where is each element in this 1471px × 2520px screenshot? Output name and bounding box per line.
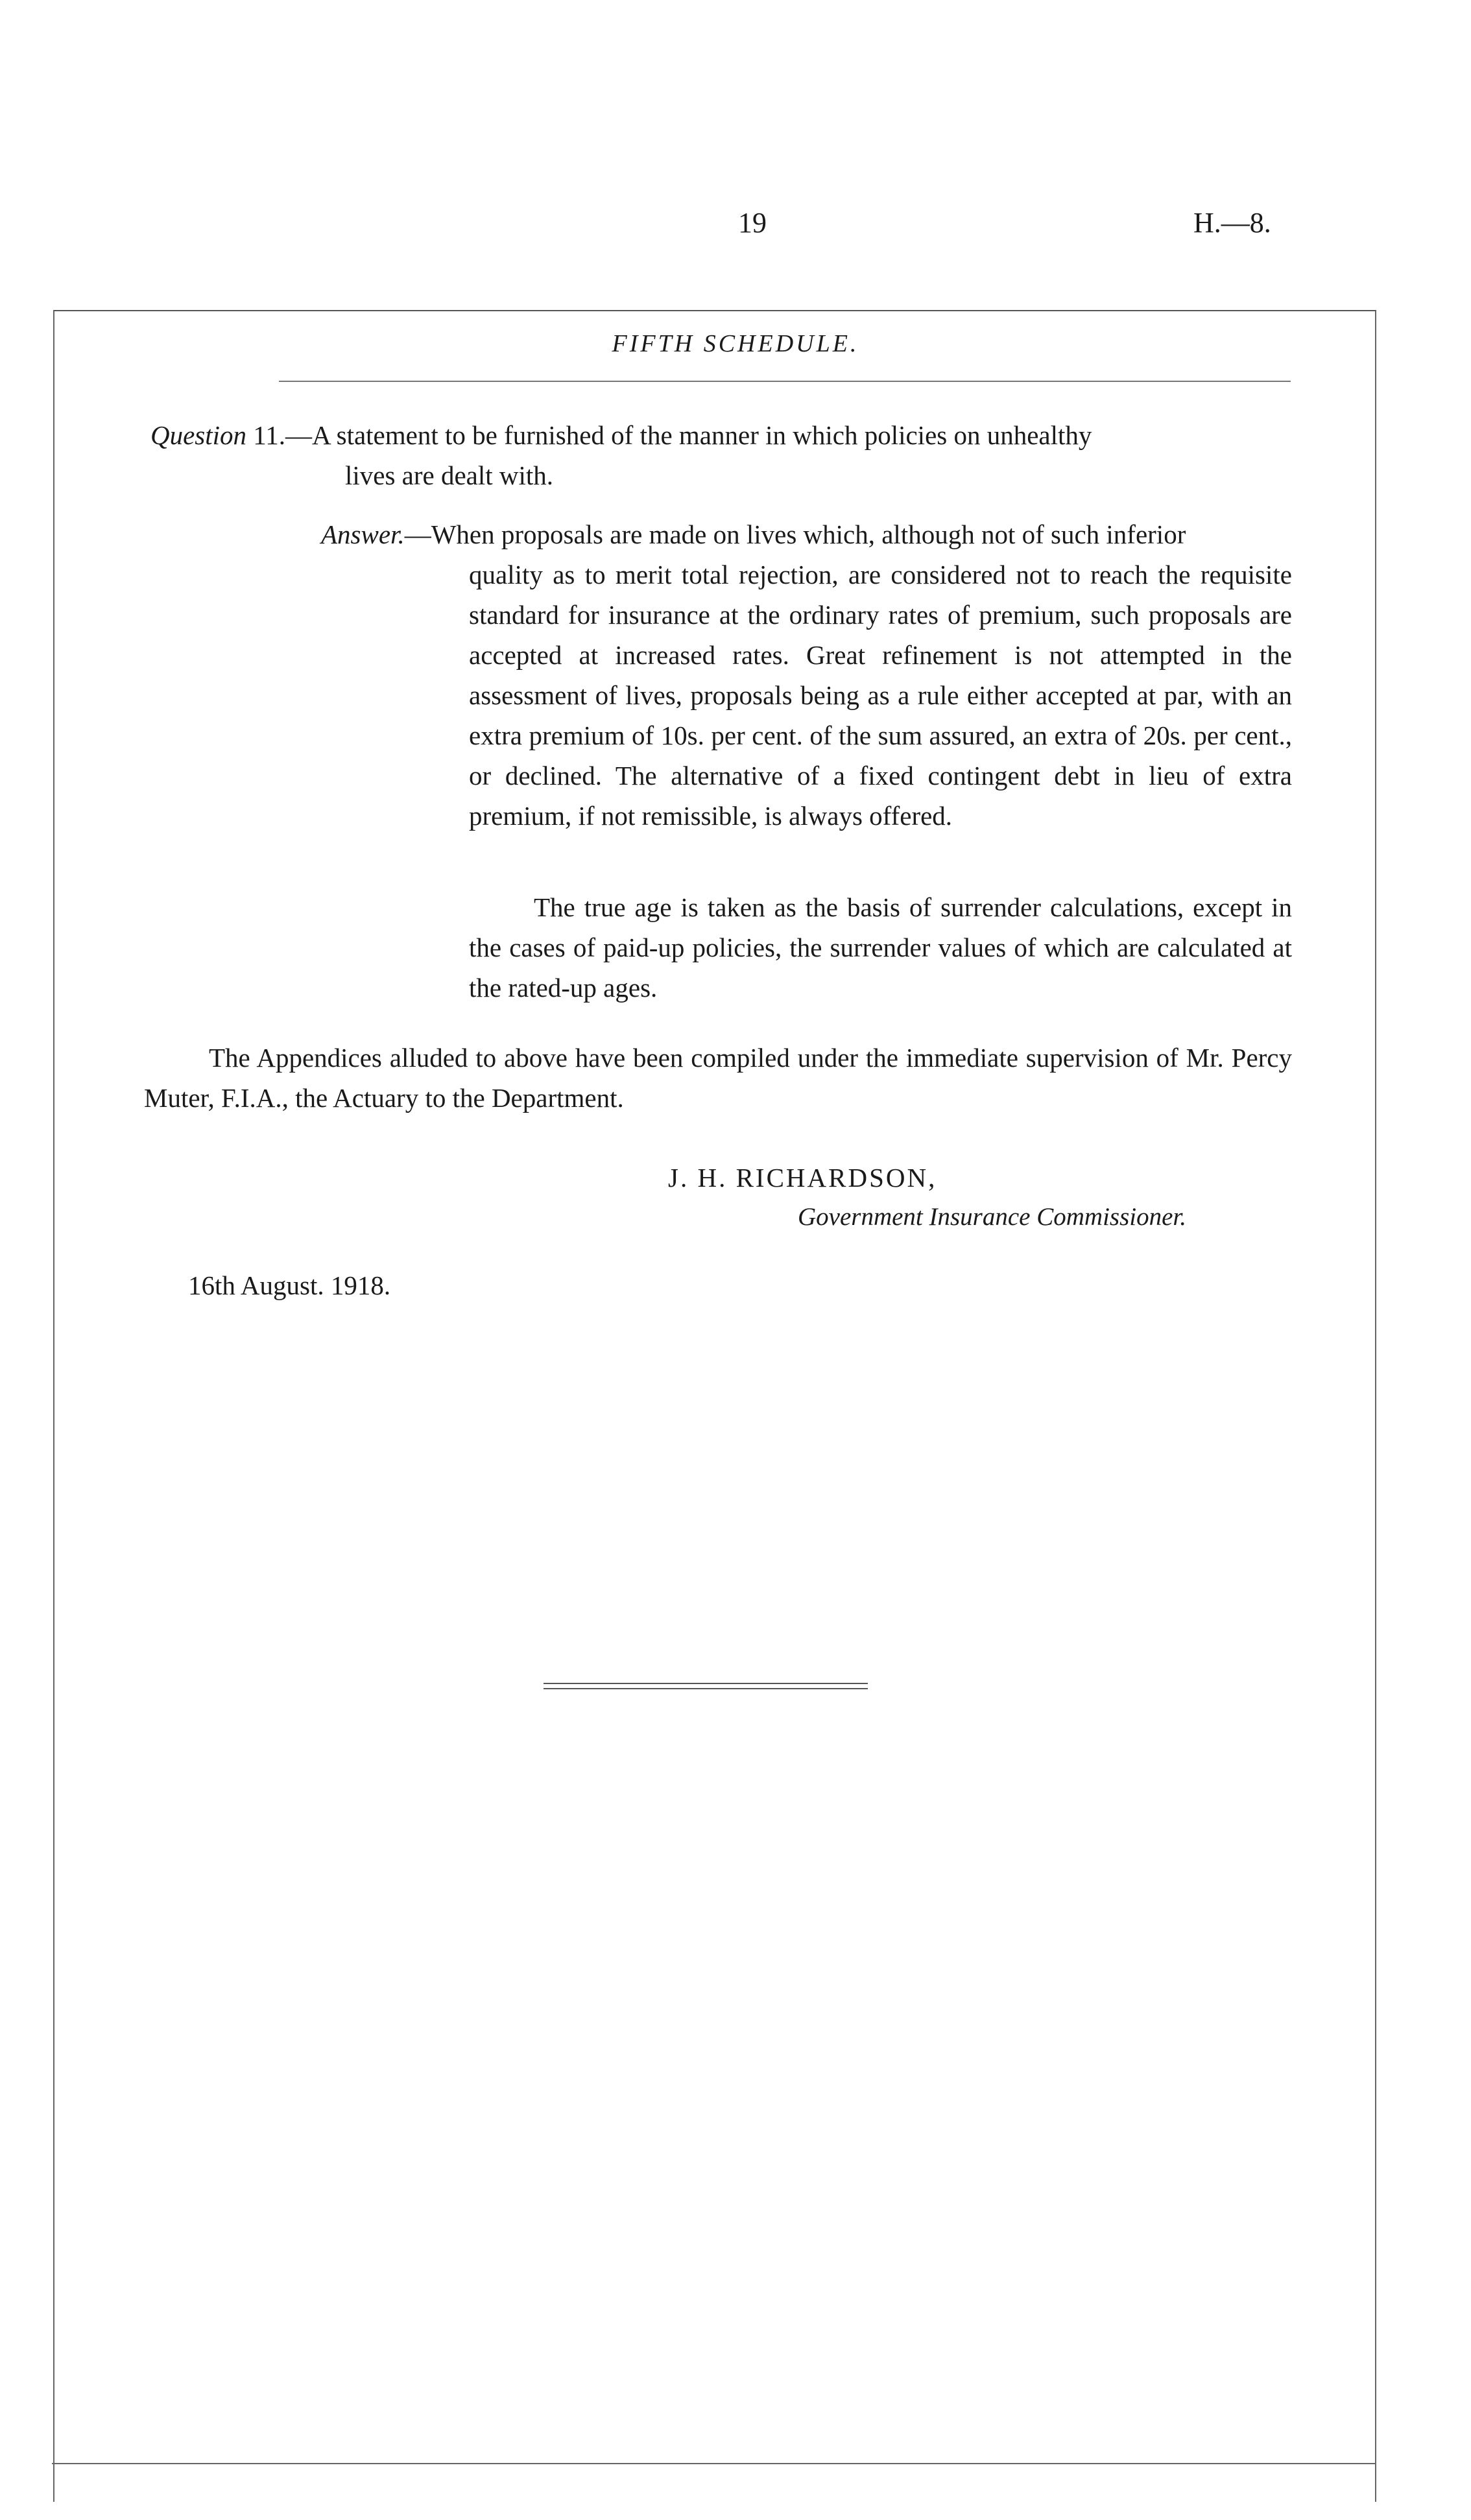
answer-body: quality as to merit total rejection, are considered not to reach the requisite standard for insurance at the ordinary rates of premium, such proposals are accepted at increased rates. Great refinement is not attempted in the assessment of lives, proposals being as a rule either accepted at par, with an extra premium of 10s. per cent. of the sum assured, an extra of 20s. per cent., or declined. The alternative of a fixed contingent debt in lieu of extra premium, if not remissible, is always offered. <box>469 560 1292 831</box>
question-paragraph <box>150 415 1292 495</box>
appendices-paragraph: The Appendices alluded to above have been compiled under the immediate supervision of Mr. Percy Muter, F.I.A., the Actuary to the Department. <box>144 1043 1292 1113</box>
document-reference: H.—8. <box>1193 207 1271 239</box>
date: 16th August. 1918. <box>188 1270 391 1300</box>
end-rule <box>544 1683 868 1689</box>
schedule-title: FIFTH SCHEDULE. <box>612 330 859 357</box>
answer-first-line: —When proposals are made on lives which, although not of such inferior <box>404 519 1186 549</box>
answer-paragraph <box>321 514 1292 836</box>
signature-title: Government Insurance Commissioner. <box>798 1203 1187 1231</box>
signature-name: J. H. RICHARDSON, <box>668 1163 937 1193</box>
page-number: 19 <box>738 207 767 239</box>
frame-bottom-rule <box>52 2463 1376 2464</box>
question-text: 11.—A statement to be furnished of the manner in which policies on unhealthy <box>246 420 1092 450</box>
title-rule <box>279 381 1291 382</box>
answer-label: Answer. <box>321 519 405 549</box>
question-label: Question <box>150 420 247 450</box>
question-continuation: lives are dealt with. <box>345 460 554 490</box>
answer-second-paragraph: The true age is taken as the basis of surrender calculations, except in the cases of paid-up policies, the surrender values of which are calculated at the rated-up ages. <box>469 892 1292 1003</box>
